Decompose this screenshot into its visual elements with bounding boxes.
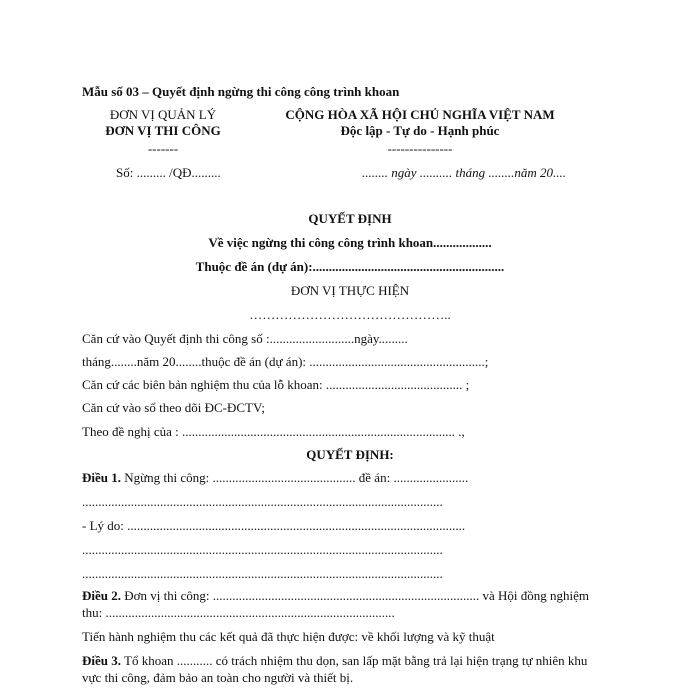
ground-line: Căn cứ các biên bản nghiệm thu của lỗ khoan: .......................................... ; [82,377,470,392]
decision-subject: Về việc ngừng thi công công trình khoan.................. [208,235,492,250]
article-1-dots: ............................................................................................................... [82,542,443,557]
article-2-text: Đơn vị thi công: .................................................................................. và Hội đồng nghiệm [121,588,589,603]
right-divider: --------------- [387,141,453,156]
issuer-dots: ……………………………………….. [249,307,451,322]
ground-line: Căn cứ vào sổ theo dõi ĐC-ĐCTV; [82,400,266,415]
article-2-label: Điều 2. [82,588,121,603]
construction-unit: ĐƠN VỊ THI CÔNG [105,123,221,138]
ground-line: tháng........năm 20........thuộc đề án (dự án): ......................................................; [82,354,489,369]
article-1-reason: - Lý do: ........................................................................................................ [82,518,466,533]
article-3 [82,653,587,669]
article-1-text: Ngừng thi công: ............................................ đề án: ....................... [121,470,469,485]
decision-title: QUYẾT ĐỊNH [308,211,392,226]
article-2-para: Tiến hành nghiệm thu các kết quả đã thực hiện được: về khối lượng và kỹ thuật [82,629,495,644]
article-2-cont: thu: ......................................................................................... [82,605,395,620]
article-3-cont: vực thi công, đảm bảo an toàn cho người và thiết bị. [82,670,354,685]
ground-line: Theo đề nghị của : .................................................................................... ., [82,424,465,439]
article-3-label: Điều 3. [82,653,121,668]
form-title: Mẫu số 03 – Quyết định ngừng thi công công trình khoan [82,84,400,99]
article-1-label: Điều 1. [82,470,121,485]
left-divider: ------- [147,141,179,156]
article-1-dots: ............................................................................................................... [82,566,443,581]
decides-title: QUYẾT ĐỊNH: [306,447,394,462]
motto: Độc lập - Tự do - Hạnh phúc [340,123,500,138]
article-3-text: Tổ khoan ........... có trách nhiệm thu dọn, san lấp mặt bằng trả lại hiện trạng tự nhiên khu [121,653,588,668]
issuer-title: ĐƠN VỊ THỰC HIỆN [290,283,410,298]
decision-number: Số: ......... /QĐ......... [116,165,221,180]
article-1-dots: ............................................................................................................... [82,494,443,509]
article-1 [82,470,468,486]
article-2 [82,588,589,604]
decision-project: Thuộc đề án (dự án):........................................................... [195,259,505,274]
ground-line: Căn cứ vào Quyết định thi công số :..........................ngày......... [82,331,408,346]
management-unit: ĐƠN VỊ QUẢN LÝ [109,107,217,122]
country-name: CỘNG HÒA XÃ HỘI CHỦ NGHĨA VIỆT NAM [285,107,555,122]
issue-date: ........ ngày .......... tháng ........năm 20.... [362,165,567,180]
